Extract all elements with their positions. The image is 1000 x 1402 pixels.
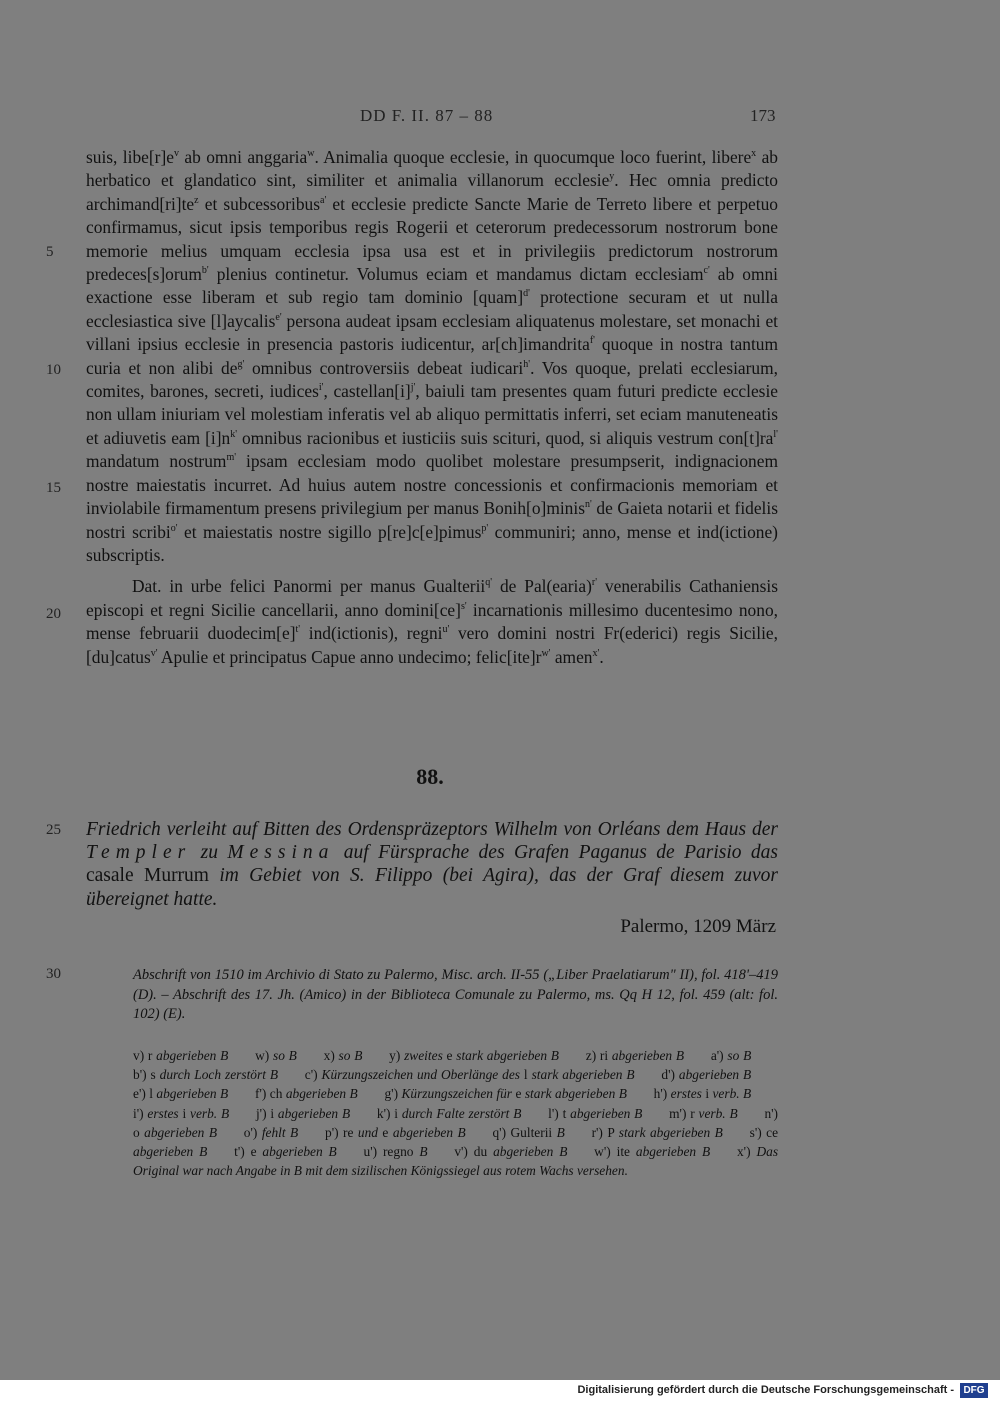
line-number: 5: [46, 244, 54, 260]
running-header: DD F. II. 87 – 88: [360, 106, 494, 125]
apparatus-note: q') Gulterii B: [492, 1124, 565, 1140]
apparatus-note: r') P stark abgerieben B: [591, 1124, 723, 1140]
apparatus-note: u') regno B: [363, 1144, 428, 1160]
apparatus-note: x) so B: [323, 1048, 363, 1063]
apparatus-note: k') i durch Falte zerstört B: [376, 1105, 522, 1121]
apparatus-note: c') Kürzungszeichen und Oberlänge des l stark abgerieben B: [304, 1067, 635, 1083]
place-date: Palermo, 1209 März: [620, 916, 776, 937]
apparatus-note: h') erstes i verb. B: [653, 1086, 752, 1102]
dfg-logo: DFG: [960, 1383, 988, 1398]
regest-messina: Messina: [227, 842, 335, 864]
charter-paragraph: suis, $libe[r]e^v$ ab omni anggaria$^w$. Animalia quoque ecclesie, in quocumque loco fuerint, libere$^x$ ab herbatico et glandatico sint, similiter et animalia villanorum ecclesie$^y$. Hec omnia predicto $archimand[ri]te^z$ et subcessoribus$^{a'}$ et ecclesie predicte Sancte Marie de Terreto libere et perpetuo confirmamus, sicut ipsis temporibus regis Rogerii et ceterorum predecessorum nostrorum bone memorie melius umquam ecclesia ipsa usa est et in privilegiis predictorum nostrorum predeces[s]orum$^{b'}$ plenius continetur. Volumus eciam et mandamus dictam ecclesiam$^{c'}$ ab omni exactione esse liberam et sub regio tam dominio [quam]$^{d'}$ protectione securam et ut nulla ecclesiastica sive [l]aycalis$^{e'}$ persona audeat ipsam ecclesiam aliquatenus molestare, set monachi et villani ipsius ecclesie in presencia pastoris iudicentur, ar[ch]imandrita$^{f'}$ quoque in nostra tantum curia et non alibi $de^{g'}$ omnibus controversiis debeat iudicari$^{h'}$. Vos quoque, prelati ecclesiarum, comites, barones, secreti, iudices$^{i'}$, $castellan[i]^{j'}$, baiuli tam presentes quam futuri predicte ecclesie non ullam iniuriam vel molestiam inferatis vel ab aliquo permittatis inferri, set eciam manuteneatis et adiuvetis eam $[i]n^{k'}$ omnibus racionibus et iusticiis suis scituri, quod, si aliquis vestrum $con[t]ra^{l'}$ mandatum nostrum$^{m'}$ ipsam ecclesiam modo quolibet molestare presumpserit, indignacionem nostre maiestatis incurret. Ad huius autem nostre concessionis et confirmacionis memoriam et inviolabile firmamentum presens privilegium per manus Bonih[o]minis$^{n'}$ de Gaieta notarii et fidelis nostri scribi$^{o'}$ et maiestatis nostre sigillo p[re]c[e]pimus$^{p'}$ communiri; anno, mense et ind(ictione) subscriptis.: [86, 147, 778, 565]
apparatus-note: a') so B: [710, 1048, 752, 1063]
footer-bar: [0, 1380, 1000, 1402]
apparatus-note: z) ri abgerieben B: [585, 1048, 685, 1063]
line-number: 20: [46, 606, 61, 622]
apparatus-note: p') re und e abgerieben B: [325, 1124, 466, 1140]
apparatus-note: w) so B: [255, 1048, 297, 1063]
apparatus-note: e') l abgerieben B: [133, 1086, 229, 1102]
apparatus-note: y) zweites e stark abgerieben B: [389, 1048, 559, 1063]
line-number: 30: [46, 966, 61, 982]
regest-text: im Gebiet von S. Filippo (bei Agira), das der Graf diesem zuvor übereignet hatte.: [86, 865, 779, 910]
charter-text: [86, 146, 778, 669]
apparatus-note: m') r verb. B: [669, 1105, 738, 1121]
regest-templer: Templer: [86, 842, 192, 864]
document-number: 88.: [416, 764, 444, 789]
apparatus-note: v') du abgerieben B: [454, 1144, 568, 1160]
line-number: 15: [46, 480, 61, 496]
apparatus-note: s') ce abgerieben B: [133, 1124, 779, 1160]
apparatus-note: d') abgerieben B: [661, 1067, 752, 1083]
dating-clause: Dat. in urbe felici Panormi per manus Gualterii$^{q'}$ de Pal(earia)$^{r'}$ venerabilis Cathaniensis episcopi et regni Sicilie cancellarii, anno domini[ce]$^{s'}$ incarnationis millesimo ducentesimo nono, mense februarii $duodecim[e]^{t'}$ ind(ictionis), regni$^{u'}$ vero domini nostri Fr(ederici) regis Sicilie, [du]catus$^{v'}$ Apulie et principatus Capue anno undecimo; $felic[ite]r^{w'}$ amen$^{x'}$.: [86, 576, 778, 667]
apparatus-note: w') ite abgerieben B: [594, 1144, 711, 1160]
regest-text: auf Fürsprache des Grafen Paganus de Parisio das: [334, 842, 779, 864]
apparatus-note: g') Kürzungszeichen für e stark abgerieben B: [384, 1086, 627, 1102]
page-number: 173: [750, 106, 776, 125]
line-number: 10: [46, 362, 61, 378]
apparatus-note: j') i abgerieben B: [255, 1105, 351, 1121]
apparatus-note: n') o abgerieben B: [133, 1105, 779, 1140]
source-tradition: Abschrift von 1510 im Archivio di Stato zu Palermo, Misc. arch. II-55 („Liber Praelatiarum" II), fol. 418'–419 (D). – Abschrift des 17. Jh. (Amico) in der Biblioteca Comunale zu Palermo, ms. Qq H 12, fol. 459 (alt: fol. 102) (E).: [133, 967, 778, 1022]
apparatus-note: x') Das Original war nach Angabe in B mit dem sizilischen Königssiegel aus rotem Wachs versehen.: [133, 1144, 779, 1179]
apparatus-note: t') e abgerieben B: [234, 1144, 337, 1160]
funding-note: Digitalisierung gefördert durch die Deutsche Forschungsgemeinschaft -: [577, 1384, 954, 1396]
regest-text: zu: [191, 842, 228, 864]
regest: [86, 818, 778, 911]
regest-text: Friedrich verleiht auf Bitten des Ordenspräzeptors Wilhelm von Orléans dem Haus der: [86, 819, 778, 840]
apparatus-note: i') erstes i verb. B: [133, 1105, 230, 1121]
apparatus-note: f') ch abgerieben B: [255, 1086, 358, 1102]
apparatus-note: l') t abgerieben B: [548, 1105, 643, 1121]
apparatus-note: o') fehlt B: [243, 1124, 299, 1140]
regest-casale: casale Murrum: [86, 865, 209, 887]
line-number: 25: [46, 822, 61, 838]
apparatus-note: b') s durch Loch zerstört B: [133, 1067, 279, 1083]
apparatus-note: v) r abgerieben B: [133, 1048, 229, 1063]
critical-apparatus: [133, 1046, 778, 1180]
